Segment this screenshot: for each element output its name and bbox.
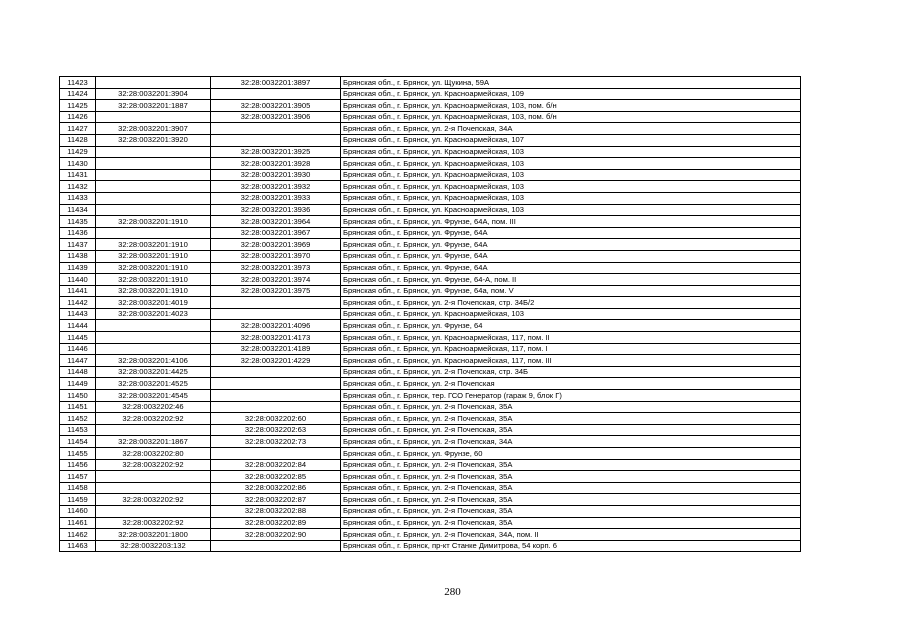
- address-cell: Брянская обл., г. Брянск, ул. Красноармейская, 117, пом. I: [341, 343, 801, 355]
- parent-cadastral-number-cell: 32:28:0032201:4525: [96, 378, 211, 390]
- row-number-cell: 11453: [60, 424, 96, 436]
- cadastral-number-cell: 32:28:0032201:3905: [211, 100, 341, 112]
- address-cell: Брянская обл., г. Брянск, ул. Фрунзе, 60: [341, 448, 801, 460]
- row-number-cell: 11427: [60, 123, 96, 135]
- row-number-cell: 11428: [60, 134, 96, 146]
- address-cell: Брянская обл., г. Брянск, ул. 2-я Почепская, 35А: [341, 413, 801, 425]
- address-cell: Брянская обл., г. Брянск, ул. Красноармейская, 103: [341, 158, 801, 170]
- cadastral-number-cell: 32:28:0032201:4189: [211, 343, 341, 355]
- row-number-cell: 11444: [60, 320, 96, 332]
- address-cell: Брянская обл., г. Брянск, ул. Фрунзе, 64А: [341, 262, 801, 274]
- address-cell: Брянская обл., г. Брянск, ул. Красноармейская, 103: [341, 181, 801, 193]
- cadastral-number-cell: 32:28:0032201:3964: [211, 216, 341, 228]
- cadastral-number-cell: 32:28:0032201:4173: [211, 332, 341, 344]
- cadastral-number-cell: 32:28:0032201:3928: [211, 158, 341, 170]
- address-cell: Брянская обл., г. Брянск, ул. 2-я Почепская, 34А: [341, 123, 801, 135]
- table-row: [60, 227, 801, 239]
- cadastral-number-cell: 32:28:0032202:63: [211, 424, 341, 436]
- address-cell: Брянская обл., г. Брянск, пр-кт Станке Димитрова, 54 корп. 6: [341, 540, 801, 552]
- cadastral-number-cell: [211, 308, 341, 320]
- parent-cadastral-number-cell: [96, 343, 211, 355]
- cadastral-number-cell: 32:28:0032201:3970: [211, 250, 341, 262]
- address-cell: Брянская обл., г. Брянск, ул. 2-я Почепская, стр. 34Б/2: [341, 297, 801, 309]
- cadastral-table: [59, 76, 801, 552]
- address-cell: Брянская обл., г. Брянск, ул. 2-я Почепская, 35А: [341, 471, 801, 483]
- row-number-cell: 11432: [60, 181, 96, 193]
- address-cell: Брянская обл., г. Брянск, ул. 2-я Почепская, 35А: [341, 517, 801, 529]
- parent-cadastral-number-cell: [96, 332, 211, 344]
- row-number-cell: 11446: [60, 343, 96, 355]
- row-number-cell: 11438: [60, 250, 96, 262]
- cadastral-number-cell: 32:28:0032202:85: [211, 471, 341, 483]
- table-row: [60, 505, 801, 517]
- cadastral-number-cell: [211, 401, 341, 413]
- row-number-cell: 11460: [60, 505, 96, 517]
- row-number-cell: 11434: [60, 204, 96, 216]
- row-number-cell: 11451: [60, 401, 96, 413]
- table-row: [60, 297, 801, 309]
- address-cell: Брянская обл., г. Брянск, ул. 2-я Почепская, 35А: [341, 459, 801, 471]
- table-row: [60, 343, 801, 355]
- parent-cadastral-number-cell: [96, 181, 211, 193]
- table-row: [60, 448, 801, 460]
- parent-cadastral-number-cell: [96, 169, 211, 181]
- parent-cadastral-number-cell: 32:28:0032201:1910: [96, 250, 211, 262]
- row-number-cell: 11423: [60, 77, 96, 89]
- row-number-cell: 11448: [60, 366, 96, 378]
- cadastral-number-cell: [211, 390, 341, 402]
- table-row: [60, 250, 801, 262]
- table-row: [60, 204, 801, 216]
- cadastral-number-cell: [211, 366, 341, 378]
- parent-cadastral-number-cell: 32:28:0032201:4425: [96, 366, 211, 378]
- row-number-cell: 11429: [60, 146, 96, 158]
- parent-cadastral-number-cell: 32:28:0032201:4019: [96, 297, 211, 309]
- row-number-cell: 11449: [60, 378, 96, 390]
- table-row: [60, 529, 801, 541]
- parent-cadastral-number-cell: 32:28:0032201:3907: [96, 123, 211, 135]
- parent-cadastral-number-cell: [96, 146, 211, 158]
- cadastral-number-cell: 32:28:0032201:3925: [211, 146, 341, 158]
- row-number-cell: 11458: [60, 482, 96, 494]
- row-number-cell: 11440: [60, 274, 96, 286]
- table-row: [60, 274, 801, 286]
- cadastral-number-cell: 32:28:0032201:3973: [211, 262, 341, 274]
- parent-cadastral-number-cell: 32:28:0032201:1867: [96, 436, 211, 448]
- address-cell: Брянская обл., г. Брянск, ул. Красноармейская, 103: [341, 146, 801, 158]
- row-number-cell: 11450: [60, 390, 96, 402]
- address-cell: Брянская обл., г. Брянск, ул. Красноармейская, 103, пом. б/н: [341, 111, 801, 123]
- address-cell: Брянская обл., г. Брянск, ул. Фрунзе, 64А: [341, 227, 801, 239]
- parent-cadastral-number-cell: [96, 111, 211, 123]
- parent-cadastral-number-cell: 32:28:0032201:1910: [96, 262, 211, 274]
- table-row: [60, 517, 801, 529]
- row-number-cell: 11425: [60, 100, 96, 112]
- row-number-cell: 11441: [60, 285, 96, 297]
- address-cell: Брянская обл., г. Брянск, ул. Фрунзе, 64: [341, 320, 801, 332]
- parent-cadastral-number-cell: 32:28:0032201:1910: [96, 239, 211, 251]
- cadastral-number-cell: 32:28:0032201:3930: [211, 169, 341, 181]
- row-number-cell: 11426: [60, 111, 96, 123]
- parent-cadastral-number-cell: [96, 320, 211, 332]
- row-number-cell: 11433: [60, 192, 96, 204]
- parent-cadastral-number-cell: [96, 482, 211, 494]
- cadastral-number-cell: 32:28:0032202:87: [211, 494, 341, 506]
- table-row: [60, 459, 801, 471]
- parent-cadastral-number-cell: [96, 77, 211, 89]
- address-cell: Брянская обл., г. Брянск, ул. Фрунзе, 64-А, пом. II: [341, 274, 801, 286]
- row-number-cell: 11462: [60, 529, 96, 541]
- parent-cadastral-number-cell: 32:28:0032201:1800: [96, 529, 211, 541]
- row-number-cell: 11437: [60, 239, 96, 251]
- parent-cadastral-number-cell: [96, 227, 211, 239]
- table-row: [60, 77, 801, 89]
- cadastral-number-cell: 32:28:0032202:86: [211, 482, 341, 494]
- address-cell: Брянская обл., г. Брянск, ул. 2-я Почепская, 35А: [341, 482, 801, 494]
- row-number-cell: 11457: [60, 471, 96, 483]
- table-row: [60, 111, 801, 123]
- cadastral-number-cell: [211, 448, 341, 460]
- row-number-cell: 11455: [60, 448, 96, 460]
- table-row: [60, 390, 801, 402]
- cadastral-number-cell: [211, 297, 341, 309]
- table-row: [60, 262, 801, 274]
- table-row: [60, 192, 801, 204]
- parent-cadastral-number-cell: 32:28:0032202:92: [96, 517, 211, 529]
- table-row: [60, 540, 801, 552]
- page-number: 280: [444, 586, 461, 598]
- parent-cadastral-number-cell: 32:28:0032201:3904: [96, 88, 211, 100]
- cadastral-number-cell: 32:28:0032201:3974: [211, 274, 341, 286]
- cadastral-number-cell: 32:28:0032201:3967: [211, 227, 341, 239]
- parent-cadastral-number-cell: [96, 471, 211, 483]
- cadastral-number-cell: 32:28:0032201:3975: [211, 285, 341, 297]
- cadastral-number-cell: [211, 378, 341, 390]
- parent-cadastral-number-cell: 32:28:0032201:4106: [96, 355, 211, 367]
- row-number-cell: 11459: [60, 494, 96, 506]
- table-row: [60, 482, 801, 494]
- table-row: [60, 471, 801, 483]
- row-number-cell: 11424: [60, 88, 96, 100]
- parent-cadastral-number-cell: 32:28:0032201:3920: [96, 134, 211, 146]
- row-number-cell: 11436: [60, 227, 96, 239]
- parent-cadastral-number-cell: [96, 204, 211, 216]
- parent-cadastral-number-cell: 32:28:0032202:80: [96, 448, 211, 460]
- table-row: [60, 378, 801, 390]
- cadastral-number-cell: 32:28:0032201:4096: [211, 320, 341, 332]
- row-number-cell: 11447: [60, 355, 96, 367]
- address-cell: Брянская обл., г. Брянск, ул. Красноармейская, 103: [341, 192, 801, 204]
- table-row: [60, 216, 801, 228]
- cadastral-number-cell: 32:28:0032201:4229: [211, 355, 341, 367]
- cadastral-number-cell: [211, 134, 341, 146]
- table-row: [60, 123, 801, 135]
- row-number-cell: 11443: [60, 308, 96, 320]
- row-number-cell: 11439: [60, 262, 96, 274]
- row-number-cell: 11430: [60, 158, 96, 170]
- address-cell: Брянская обл., г. Брянск, ул. Красноармейская, 107: [341, 134, 801, 146]
- address-cell: Брянская обл., г. Брянск, ул. Фрунзе, 64А, пом. III: [341, 216, 801, 228]
- table-row: [60, 413, 801, 425]
- parent-cadastral-number-cell: 32:28:0032201:1910: [96, 285, 211, 297]
- cadastral-number-cell: 32:28:0032201:3906: [211, 111, 341, 123]
- row-number-cell: 11442: [60, 297, 96, 309]
- row-number-cell: 11452: [60, 413, 96, 425]
- address-cell: Брянская обл., г. Брянск, тер. ГСО Генератор (гараж 9, блок Г): [341, 390, 801, 402]
- address-cell: Брянская обл., г. Брянск, ул. 2-я Почепская, 35А: [341, 505, 801, 517]
- table-row: [60, 424, 801, 436]
- address-cell: Брянская обл., г. Брянск, ул. Красноармейская, 103: [341, 308, 801, 320]
- address-cell: Брянская обл., г. Брянск, ул. Красноармейская, 109: [341, 88, 801, 100]
- table-row: [60, 355, 801, 367]
- table-row: [60, 169, 801, 181]
- cadastral-number-cell: 32:28:0032201:3897: [211, 77, 341, 89]
- parent-cadastral-number-cell: 32:28:0032201:1910: [96, 274, 211, 286]
- address-cell: Брянская обл., г. Брянск, ул. 2-я Почепская: [341, 378, 801, 390]
- row-number-cell: 11445: [60, 332, 96, 344]
- cadastral-number-cell: 32:28:0032202:84: [211, 459, 341, 471]
- row-number-cell: 11461: [60, 517, 96, 529]
- address-cell: Брянская обл., г. Брянск, ул. 2-я Почепская, 35А: [341, 494, 801, 506]
- cadastral-number-cell: 32:28:0032201:3936: [211, 204, 341, 216]
- table-body: [60, 77, 801, 552]
- table-row: [60, 88, 801, 100]
- address-cell: Брянская обл., г. Брянск, ул. Красноармейская, 103: [341, 169, 801, 181]
- parent-cadastral-number-cell: 32:28:0032201:1910: [96, 216, 211, 228]
- address-cell: Брянская обл., г. Брянск, ул. 2-я Почепская, 35А: [341, 424, 801, 436]
- row-number-cell: 11454: [60, 436, 96, 448]
- table-row: [60, 146, 801, 158]
- address-cell: Брянская обл., г. Брянск, ул. Красноармейская, 103, пом. б/н: [341, 100, 801, 112]
- address-cell: Брянская обл., г. Брянск, ул. Фрунзе, 64А: [341, 250, 801, 262]
- cadastral-number-cell: 32:28:0032202:73: [211, 436, 341, 448]
- parent-cadastral-number-cell: [96, 424, 211, 436]
- row-number-cell: 11435: [60, 216, 96, 228]
- row-number-cell: 11463: [60, 540, 96, 552]
- address-cell: Брянская обл., г. Брянск, ул. 2-я Почепская, 34А, пом. II: [341, 529, 801, 541]
- address-cell: Брянская обл., г. Брянск, ул. 2-я Почепская, 34А: [341, 436, 801, 448]
- address-cell: Брянская обл., г. Брянск, ул. Красноармейская, 117, пом. II: [341, 332, 801, 344]
- table-row: [60, 494, 801, 506]
- table-row: [60, 181, 801, 193]
- cadastral-number-cell: [211, 540, 341, 552]
- parent-cadastral-number-cell: 32:28:0032202:92: [96, 413, 211, 425]
- address-cell: Брянская обл., г. Брянск, ул. Фрунзе, 64А: [341, 239, 801, 251]
- address-cell: Брянская обл., г. Брянск, ул. Красноармейская, 103: [341, 204, 801, 216]
- table-row: [60, 285, 801, 297]
- cadastral-number-cell: 32:28:0032202:88: [211, 505, 341, 517]
- table-row: [60, 332, 801, 344]
- address-cell: Брянская обл., г. Брянск, ул. Фрунзе, 64а, пом. V: [341, 285, 801, 297]
- table-row: [60, 134, 801, 146]
- cadastral-number-cell: [211, 88, 341, 100]
- parent-cadastral-number-cell: 32:28:0032202:92: [96, 459, 211, 471]
- parent-cadastral-number-cell: 32:28:0032203:132: [96, 540, 211, 552]
- table-row: [60, 158, 801, 170]
- cadastral-number-cell: 32:28:0032202:60: [211, 413, 341, 425]
- address-cell: Брянская обл., г. Брянск, ул. Щукина, 59А: [341, 77, 801, 89]
- table-row: [60, 436, 801, 448]
- table-row: [60, 239, 801, 251]
- address-cell: Брянская обл., г. Брянск, ул. 2-я Почепская, стр. 34Б: [341, 366, 801, 378]
- cadastral-number-cell: [211, 123, 341, 135]
- parent-cadastral-number-cell: 32:28:0032202:46: [96, 401, 211, 413]
- parent-cadastral-number-cell: 32:28:0032201:4023: [96, 308, 211, 320]
- address-cell: Брянская обл., г. Брянск, ул. 2-я Почепская, 35А: [341, 401, 801, 413]
- cadastral-number-cell: 32:28:0032201:3933: [211, 192, 341, 204]
- parent-cadastral-number-cell: [96, 505, 211, 517]
- parent-cadastral-number-cell: 32:28:0032201:1887: [96, 100, 211, 112]
- parent-cadastral-number-cell: 32:28:0032201:4545: [96, 390, 211, 402]
- cadastral-number-cell: 32:28:0032201:3932: [211, 181, 341, 193]
- table-row: [60, 320, 801, 332]
- row-number-cell: 11456: [60, 459, 96, 471]
- cadastral-number-cell: 32:28:0032202:89: [211, 517, 341, 529]
- table-row: [60, 100, 801, 112]
- cadastral-number-cell: 32:28:0032201:3969: [211, 239, 341, 251]
- parent-cadastral-number-cell: [96, 192, 211, 204]
- parent-cadastral-number-cell: [96, 158, 211, 170]
- table-row: [60, 366, 801, 378]
- address-cell: Брянская обл., г. Брянск, ул. Красноармейская, 117, пом. III: [341, 355, 801, 367]
- table-row: [60, 401, 801, 413]
- parent-cadastral-number-cell: 32:28:0032202:92: [96, 494, 211, 506]
- cadastral-number-cell: 32:28:0032202:90: [211, 529, 341, 541]
- row-number-cell: 11431: [60, 169, 96, 181]
- table-row: [60, 308, 801, 320]
